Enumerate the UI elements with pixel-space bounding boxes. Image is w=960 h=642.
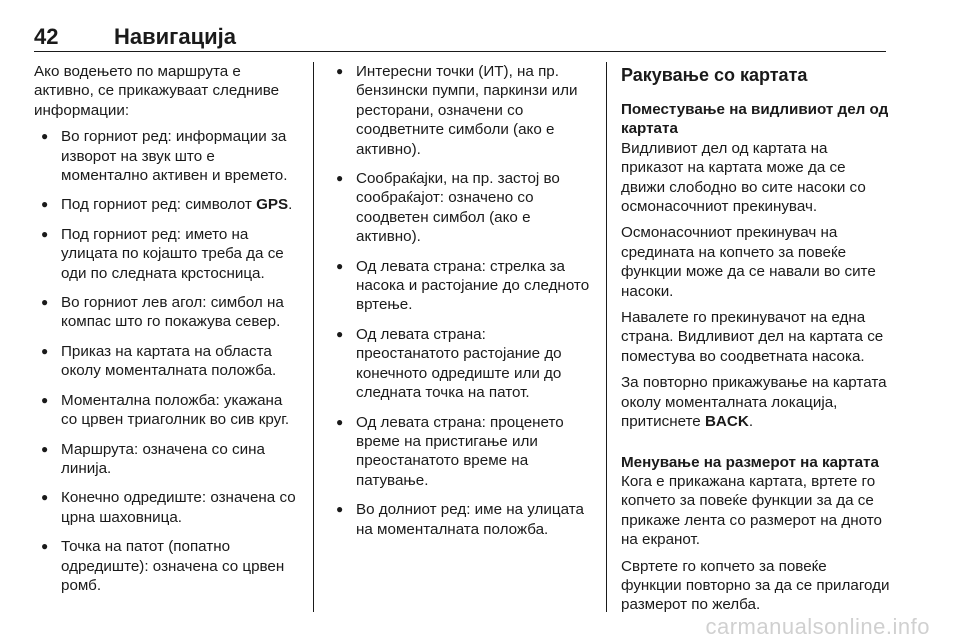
paragraph: Осмонасочниот прекинувач на средината на копчето за повеќе функции може да се навали во сите насоки. (621, 224, 876, 300)
page-header (34, 24, 886, 52)
list-item: ● Под горниот ред: името на улицата по којашто треба да се оди по следната крстосница. (36, 225, 300, 283)
header-divider (34, 51, 886, 52)
back-label: BACK (704, 413, 749, 431)
list-item: ● Во горниот ред: информации за изворот на звук што е моментално активен и времето. (36, 127, 300, 185)
list-item: ● Точка на патот (попатно одредиште): означена со црвен ромб. (36, 537, 300, 595)
gps-label: GPS (256, 196, 289, 214)
column-middle (331, 62, 593, 549)
column-left (34, 62, 300, 605)
list-item: ● Сообраќајки, на пр. застој во сообраќајот: означено со соодветен симбол (ако е активно). (331, 169, 593, 247)
list-item: ● Маршрута: означена со сина линија. (36, 440, 300, 479)
list-item: ● Од левата страна: проценето време на пристигање или преостанатото време на патување. (331, 413, 593, 491)
section-heading: Ракување со картата (621, 65, 808, 85)
list-item: ● Од левата страна: преостанатото растојание до конечното одредиште или до следната точка на патот. (331, 325, 593, 403)
list-item: ● Во горниот лев агол: симбол на компас што го покажува север. (36, 293, 300, 332)
column-divider (606, 62, 607, 612)
paragraph: За повторно прикажување на картата околу моменталната локација, притиснете BACK. (621, 374, 887, 431)
paragraph: Кога е прикажана картата, вртете го копчето за повеќе функции за да се прикаже лента со размерот на дното на екранот. (621, 472, 882, 549)
info-list (36, 127, 300, 595)
subsection-heading: Менување на размерот на картата (621, 453, 879, 471)
watermark: carmanualsonline.info (705, 614, 930, 639)
paragraph: Видливиот дел од картата на приказот на картата може да се движи слободно во сите насоки со осмонасочниот прекинувач. (621, 139, 866, 216)
paragraph: Свртете го копчето за повеќе функции повторно за да се прилагоди размерот по желба. (621, 557, 890, 614)
list-item: ● Конечно одредиште: означена со црна шаховница. (36, 488, 300, 527)
list-item: ● Приказ на картата на областа околу моменталната положба. (36, 342, 300, 381)
paragraph: Навалете го прекинувачот на една страна. Видливиот дел на картата се поместува во соодветната насока. (621, 309, 884, 365)
page-title: Навигација (114, 24, 236, 49)
list-item: ● Интересни точки (ИТ), на пр. бензински пумпи, паркинзи или ресторани, означени со соодветните симболи (ако е активно). (331, 62, 593, 159)
intro-paragraph: Ако водењето по маршрута е активно, се прикажуваат следниве информации: (34, 63, 280, 119)
column-right (621, 62, 891, 622)
info-list-continued (331, 62, 593, 539)
list-item: ● Од левата страна: стрелка за насока и растојание до следното вртење. (331, 257, 593, 315)
column-divider (313, 62, 314, 612)
list-item: ● Под горниот ред: символот GPS. (36, 195, 300, 214)
page-number: 42 (34, 24, 59, 49)
list-item: ● Моментална положба: укажана со црвен триаголник во сив круг. (36, 391, 300, 430)
subsection-heading: Поместување на видливиот дел од картата (621, 101, 889, 138)
list-item: ● Во долниот ред: име на улицата на моменталната положба. (331, 500, 593, 539)
